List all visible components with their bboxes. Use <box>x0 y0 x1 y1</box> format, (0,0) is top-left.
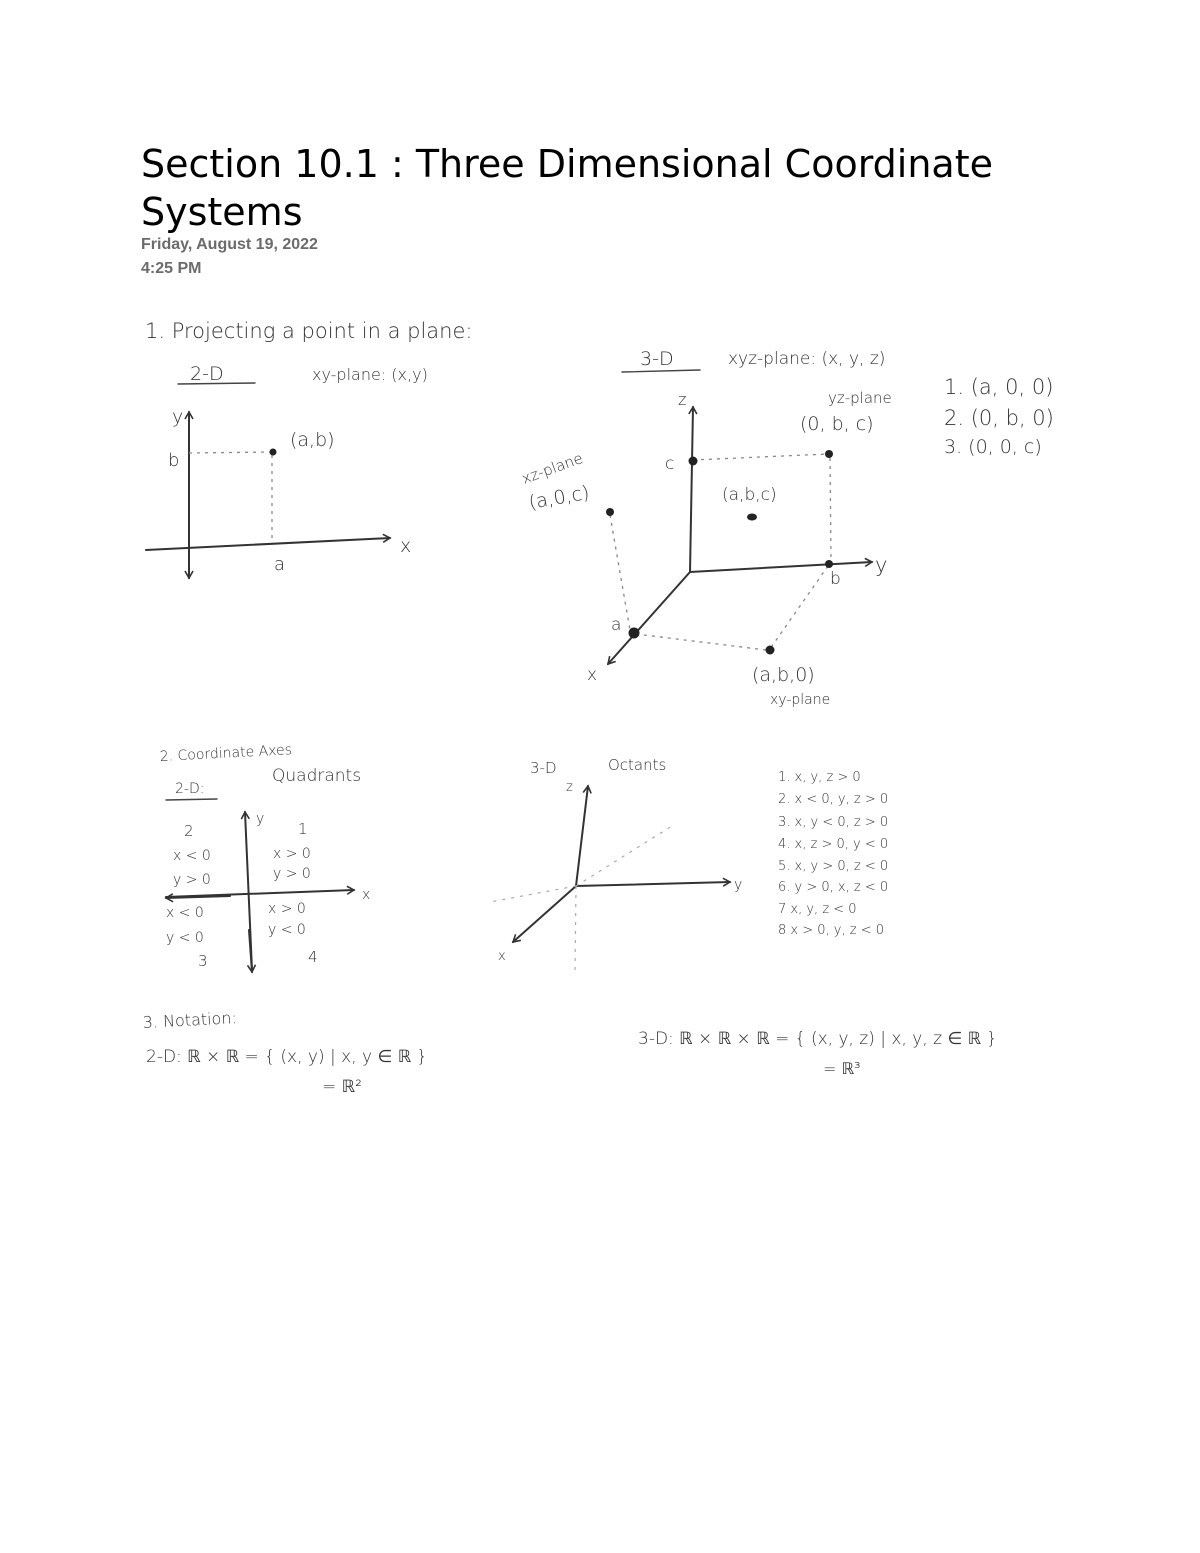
point-marker <box>606 508 614 516</box>
underline <box>622 370 700 372</box>
y-axis-label: y <box>734 877 743 893</box>
z-axis-label: z <box>566 780 573 795</box>
z-axis-label: z <box>678 390 687 409</box>
section1-3d-label: 3-D <box>640 348 674 370</box>
q1-x: x > 0 <box>273 846 311 862</box>
y-axis-label: y <box>172 406 184 428</box>
point-marker <box>270 449 277 456</box>
z-axis <box>576 786 588 886</box>
projection-line <box>189 452 272 453</box>
point-marker <box>689 457 698 466</box>
a-label: a <box>274 554 286 575</box>
abc-point-label: (a,b,c) <box>722 485 777 505</box>
octant-7: 7 x, y, z < 0 <box>778 902 857 917</box>
notation-3d: 3-D: ℝ × ℝ × ℝ = { (x, y, z) | x, y, z ∈ ℝ } <box>638 1029 998 1049</box>
xz-point-label: (a,0,c) <box>527 481 592 514</box>
y-axis <box>576 882 730 886</box>
projection-line <box>636 634 766 650</box>
page-time: 4:25 PM <box>141 260 202 277</box>
q3-number: 3 <box>198 952 208 970</box>
axis-point-1: 1. (a, 0, 0) <box>944 375 1054 399</box>
y-axis-label: y <box>875 553 888 577</box>
axis-point-3: 3. (0, 0, c) <box>944 436 1042 458</box>
section1-heading: 1. Projecting a point in a plane: <box>145 319 473 343</box>
q2-number: 2 <box>184 822 194 840</box>
x-axis <box>513 886 576 942</box>
projection-line <box>610 515 630 630</box>
x-axis <box>146 538 390 550</box>
octant-8: 8 x > 0, y, z < 0 <box>778 923 884 938</box>
octant-2: 2. x < 0, y, z > 0 <box>778 792 889 807</box>
z-axis <box>690 407 693 572</box>
yz-plane-label: yz-plane <box>828 389 892 407</box>
q3-y: y < 0 <box>166 930 204 946</box>
section1-2d-label: 2-D <box>190 363 224 385</box>
q3-x: x < 0 <box>166 905 204 921</box>
octant-1: 1. x, y, z > 0 <box>778 770 861 785</box>
q2-x: x < 0 <box>173 848 211 864</box>
b-label: b <box>830 569 841 589</box>
x-axis-label: x <box>400 535 412 557</box>
section3-heading: 3. Notation: <box>142 1008 238 1032</box>
xy-plane-label: xy-plane <box>770 692 831 708</box>
point-marker <box>825 450 833 458</box>
a-label: a <box>611 615 622 635</box>
q4-y: y < 0 <box>268 922 306 938</box>
neg-y-axis <box>490 886 576 902</box>
q4-x: x > 0 <box>268 901 306 917</box>
q1-number: 1 <box>298 820 308 838</box>
q4-number: 4 <box>308 948 318 966</box>
octants-title: Octants <box>608 756 667 774</box>
section2-heading: 2. Coordinate Axes <box>159 742 293 765</box>
page-date: Friday, August 19, 2022 <box>141 236 318 253</box>
point-label: (a,b) <box>290 429 335 451</box>
section2-3d-octants <box>490 756 888 972</box>
octant-4: 4. x, z > 0, y < 0 <box>778 837 889 852</box>
projection-line <box>772 566 828 646</box>
neg-x-axis <box>576 826 672 886</box>
quadrants-title: Quadrants <box>272 766 362 786</box>
y-axis-label: y <box>256 811 265 827</box>
point-marker <box>747 514 757 521</box>
q1-y: y > 0 <box>273 866 311 882</box>
point-marker <box>629 628 640 639</box>
point-marker <box>766 646 775 655</box>
section1-2d-plane: xy-plane: (x,y) <box>312 365 428 384</box>
page-title: Section 10.1 : Three Dimensional Coordinate Systems <box>141 142 993 234</box>
x-axis-label: x <box>587 665 598 685</box>
projection-line <box>830 458 831 560</box>
notation-3d-result: = ℝ³ <box>823 1059 861 1078</box>
x-axis-label: x <box>498 949 506 964</box>
notation-2d-result: = ℝ² <box>322 1077 362 1097</box>
projection-line <box>693 454 828 460</box>
section1-3d-plane: xyz-plane: (x, y, z) <box>728 349 886 369</box>
point-marker <box>825 560 833 568</box>
section1-3d-diagram <box>519 348 1054 708</box>
yz-point-label: (0, b, c) <box>800 413 874 435</box>
q2-y: y > 0 <box>173 872 211 888</box>
b-label: b <box>168 450 180 471</box>
y-axis <box>690 562 872 572</box>
underline <box>166 799 217 800</box>
axis-point-2: 2. (0, b, 0) <box>944 406 1054 430</box>
x-axis <box>166 890 354 897</box>
section3-notation <box>142 1008 997 1097</box>
octant-6: 6. y > 0, x, z < 0 <box>778 880 889 895</box>
xz-plane-label: xz-plane <box>519 449 586 488</box>
section2-3d-label: 3-D <box>530 759 557 777</box>
section1-2d-diagram <box>146 363 428 578</box>
xy-point-label: (a,b,0) <box>752 664 815 686</box>
x-axis-label: x <box>362 887 371 903</box>
octant-5: 5. x, y > 0, z < 0 <box>778 859 889 874</box>
section2-2d-quadrants <box>166 766 370 972</box>
underline <box>178 383 255 384</box>
c-label: c <box>665 454 675 474</box>
octant-3: 3. x, y < 0, z > 0 <box>778 815 889 830</box>
section2-2d-label: 2-D: <box>175 781 205 797</box>
notation-2d: 2-D: ℝ × ℝ = { (x, y) | x, y ∈ ℝ } <box>146 1047 428 1067</box>
neg-z-axis <box>575 886 576 972</box>
